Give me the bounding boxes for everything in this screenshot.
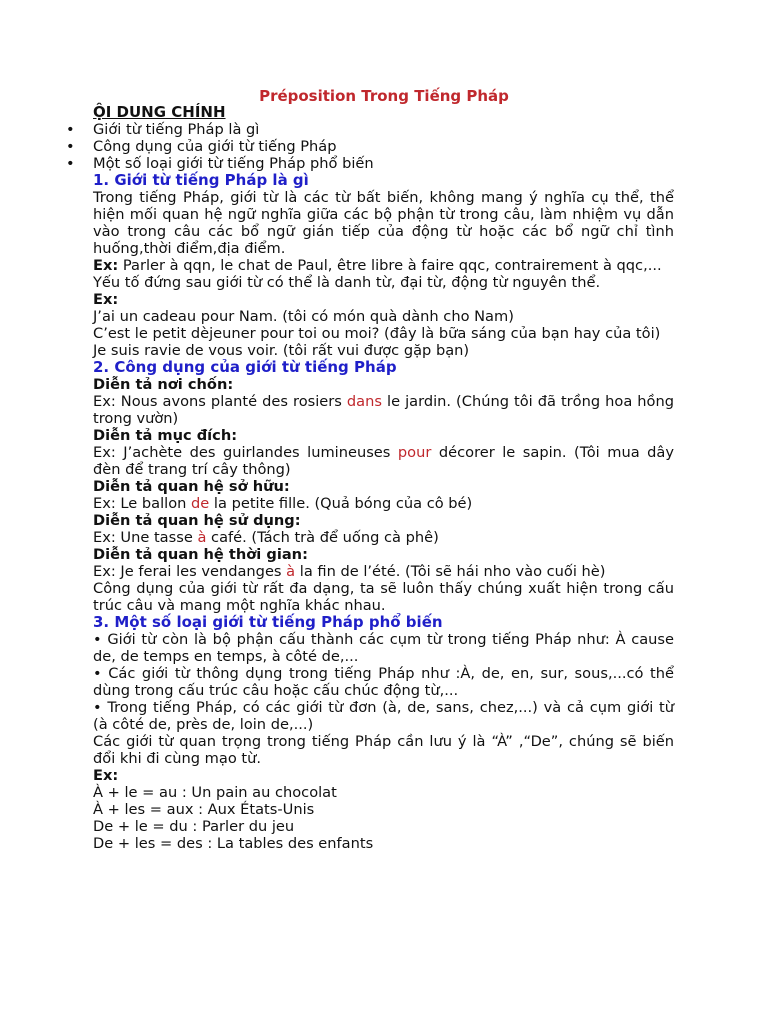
subheading-time: Diễn tả quan hệ thời gian: — [93, 546, 308, 563]
subheading-usage: Diễn tả quan hệ sử dụng: — [93, 512, 301, 529]
example-text: café. (Tách trà để uống cà phê) — [206, 529, 439, 546]
bullet-paragraph: • Trong tiếng Pháp, có các giới từ đơn (à, de, sans, chez,...) và cả cụm giới từ (à côté de, près de, loin de,...) — [93, 699, 674, 733]
example-text: Ex: Une tasse — [93, 529, 198, 546]
example-text: la fin de l’été. (Tôi sẽ hái nho vào cuối hè) — [295, 563, 606, 580]
subheading-possession: Diễn tả quan hệ sở hữu: — [93, 478, 290, 495]
contraction-rule: À + les = aux : Aux États-Unis — [93, 801, 315, 818]
example-label: Ex: — [93, 257, 119, 274]
section-1-example — [93, 257, 674, 274]
example-label: Ex: — [93, 767, 119, 784]
toc-item: • Một số loại giới từ tiếng Pháp phổ biến — [93, 155, 674, 172]
example-text: Ex: Nous avons planté des rosiers — [93, 393, 347, 410]
section-1-paragraph-2: Yếu tố đứng sau giới từ có thể là danh từ, đại từ, động từ nguyên thể. — [93, 274, 601, 291]
example-text: Parler à qqn, le chat de Paul, être libre à faire qqc, contrairement à qqc,... — [118, 257, 662, 274]
example-text: Ex: Le ballon — [93, 495, 192, 512]
highlighted-preposition: à — [286, 563, 296, 580]
section-3-paragraph: Các giới từ quan trọng trong tiếng Pháp cần lưu ý là “À” ,“De”, chúng sẽ biến đổi khi đi cùng mạo từ. — [93, 733, 674, 767]
example-label: Ex: — [93, 291, 119, 308]
section-2-heading: 2. Công dụng của giới từ tiếng Pháp — [93, 358, 397, 376]
subheading-place: Diễn tả nơi chốn: — [93, 376, 234, 393]
example-line: C’est le petit dèjeuner pour toi ou moi? (đây là bữa sáng của bạn hay của tôi) — [93, 325, 661, 342]
subheading-purpose: Diễn tả mục đích: — [93, 427, 238, 444]
section-1-paragraph: Trong tiếng Pháp, giới từ là các từ bất biến, không mang ý nghĩa cụ thể, thể hiện mối quan hệ ngữ nghĩa giữa các bộ phận từ trong câu, làm nhiệm vụ dẫn vào trong câu các bổ ngữ gián tiếp của động từ hoặc các bổ ngữ chỉ tình huống,thời điểm,địa điểm. — [93, 189, 674, 257]
section-3-heading: 3. Một số loại giới từ tiếng Pháp phổ biến — [93, 613, 443, 631]
example-usage — [93, 529, 674, 546]
example-line: J’ai un cadeau pour Nam. (tôi có món quà dành cho Nam) — [93, 308, 514, 325]
section-1-heading: 1. Giới từ tiếng Pháp là gì — [93, 171, 309, 189]
toc-item: • Giới từ tiếng Pháp là gì — [93, 121, 674, 138]
example-line: Je suis ravie de vous voir. (tôi rất vui được gặp bạn) — [93, 342, 470, 359]
section-2-paragraph: Công dụng của giới từ rất đa dạng, ta sẽ luôn thấy chúng xuất hiện trong cấu trúc câu và mang một nghĩa khác nhau. — [93, 580, 674, 614]
example-text: décorer le sapin. (Tôi mua dây đèn để trang trí cây thông) — [93, 444, 674, 478]
highlighted-preposition: de — [191, 495, 210, 512]
example-time — [93, 563, 674, 580]
toc-heading: ỘI DUNG CHÍNH — [93, 103, 226, 121]
example-text: Ex: J’achète des guirlandes lumineuses — [93, 444, 398, 461]
bullet-paragraph: • Giới từ còn là bộ phận cấu thành các cụm từ trong tiếng Pháp như: À cause de, de temps en temps, à côté de,... — [93, 631, 674, 665]
highlighted-preposition: dans — [346, 393, 382, 410]
contraction-rule: De + le = du : Parler du jeu — [93, 818, 295, 835]
document-body — [93, 103, 674, 852]
document-title: Préposition Trong Tiếng Pháp — [259, 87, 509, 105]
example-text: Ex: Je ferai les vendanges — [93, 563, 287, 580]
example-purpose — [93, 444, 674, 478]
example-text: le jardin. (Chúng tôi đã trồng hoa hồng trong vườn) — [93, 393, 674, 427]
toc-list — [93, 121, 674, 172]
example-place — [93, 393, 674, 427]
highlighted-preposition: à — [197, 529, 207, 546]
contraction-rule: De + les = des : La tables des enfants — [93, 835, 374, 852]
contraction-rule: À + le = au : Un pain au chocolat — [93, 784, 337, 801]
example-text: la petite fille. (Quả bóng của cô bé) — [209, 495, 473, 512]
example-possession — [93, 495, 674, 512]
toc-item: • Công dụng của giới từ tiếng Pháp — [93, 138, 674, 155]
highlighted-preposition: pour — [397, 444, 432, 461]
bullet-paragraph: • Các giới từ thông dụng trong tiếng Pháp như :À, de, en, sur, sous,...có thể dùng trong cấu trúc câu hoặc cấu chúc động từ,... — [93, 665, 674, 699]
